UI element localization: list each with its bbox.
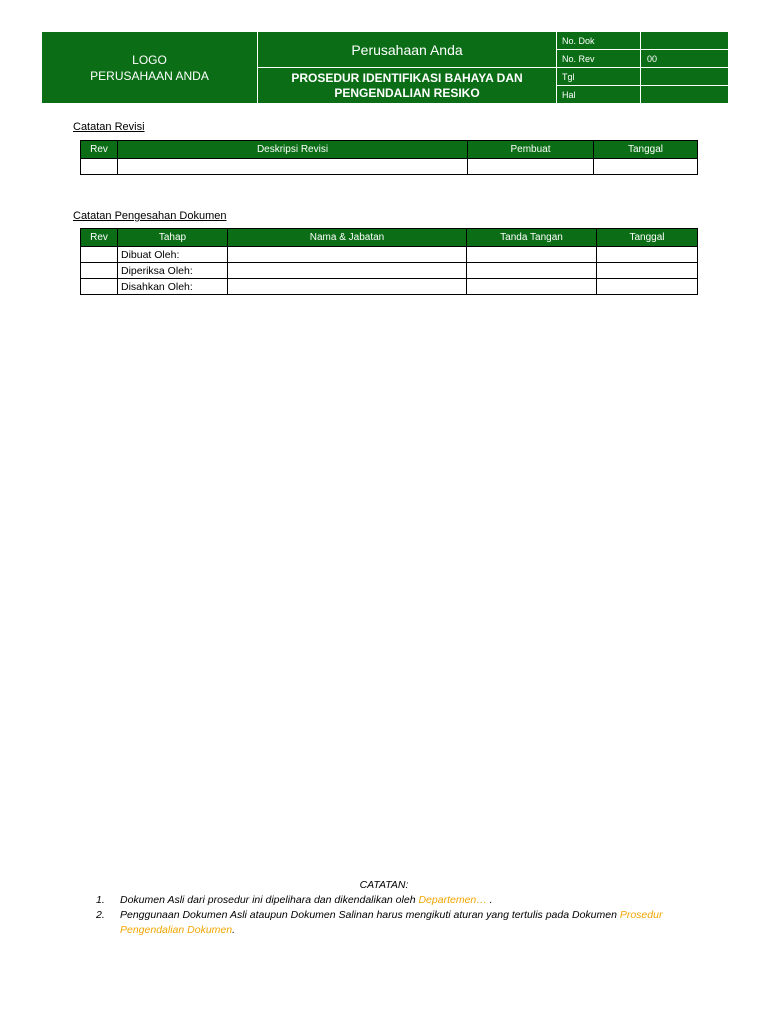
table-cell[interactable] <box>468 159 594 175</box>
table-cell[interactable] <box>228 279 467 295</box>
meta-value-tgl <box>641 68 729 86</box>
revision-table <box>80 140 698 175</box>
list-item <box>96 893 696 908</box>
meta-value-no-dok <box>641 32 729 50</box>
column-header: Deskripsi Revisi <box>118 141 468 159</box>
stage-label: Dibuat Oleh: <box>118 247 228 263</box>
column-header: Rev <box>81 229 118 247</box>
column-header: Tanda Tangan <box>467 229 597 247</box>
notes-section <box>96 878 696 938</box>
table-cell[interactable] <box>228 263 467 279</box>
column-header: Pembuat <box>468 141 594 159</box>
stage-label: Disahkan Oleh: <box>118 279 228 295</box>
note-highlight: Departemen… <box>418 894 487 906</box>
column-header: Tahap <box>118 229 228 247</box>
column-header: Tanggal <box>597 229 698 247</box>
note-text <box>120 893 696 908</box>
meta-label-tgl: Tgl <box>557 68 641 86</box>
table-cell[interactable] <box>118 159 468 175</box>
list-item <box>96 908 696 938</box>
approval-section-label: Catatan Pengesahan Dokumen <box>73 210 227 222</box>
note-end: . <box>232 924 236 936</box>
table-header-row <box>81 141 698 159</box>
logo-text: LOGO <box>132 52 167 67</box>
stage-label: Diperiksa Oleh: <box>118 263 228 279</box>
meta-label-hal: Hal <box>557 86 641 104</box>
meta-label-no-rev: No. Rev <box>557 50 641 68</box>
note-end: . <box>486 894 493 906</box>
note-body: Penggunaan Dokumen Asli ataupun Dokumen Salinan harus mengikuti aturan yang tertulis pada Dokumen <box>120 909 620 921</box>
table-cell[interactable] <box>81 159 118 175</box>
column-header: Tanggal <box>594 141 698 159</box>
meta-value-no-rev: 00 <box>641 50 729 68</box>
table-cell[interactable] <box>81 279 118 295</box>
table-row <box>81 159 698 175</box>
note-body: Dokumen Asli dari prosedur ini dipelihara dan dikendalikan oleh <box>120 894 419 906</box>
note-number: 1. <box>96 894 105 906</box>
table-cell[interactable] <box>81 263 118 279</box>
title-line-2: PENGENDALIAN RESIKO <box>334 85 480 100</box>
notes-title: CATATAN: <box>359 879 409 891</box>
table-cell[interactable] <box>597 279 698 295</box>
note-text <box>120 908 696 938</box>
company-name: Perusahaan Anda <box>258 32 557 68</box>
table-cell[interactable] <box>467 247 597 263</box>
title-line-1: PROSEDUR IDENTIFIKASI BAHAYA DAN <box>291 70 523 85</box>
meta-label-no-dok: No. Dok <box>557 32 641 50</box>
table-header-row <box>81 229 698 247</box>
approval-table <box>80 228 698 295</box>
document-header <box>41 31 729 104</box>
table-cell[interactable] <box>467 263 597 279</box>
company-logo-name: PERUSAHAAN ANDA <box>90 68 209 83</box>
column-header: Rev <box>81 141 118 159</box>
table-cell[interactable] <box>597 247 698 263</box>
note-highlight: Prosedur Pengendalian Dokumen <box>120 909 663 936</box>
table-cell[interactable] <box>228 247 467 263</box>
table-row <box>81 263 698 279</box>
note-number: 2. <box>96 909 105 921</box>
table-row <box>81 279 698 295</box>
document-title <box>258 68 557 104</box>
table-cell[interactable] <box>81 247 118 263</box>
column-header: Nama & Jabatan <box>228 229 467 247</box>
table-cell[interactable] <box>594 159 698 175</box>
meta-value-hal <box>641 86 729 104</box>
table-row <box>81 247 698 263</box>
table-cell[interactable] <box>597 263 698 279</box>
logo-placeholder <box>42 32 258 104</box>
revision-section-label: Catatan Revisi <box>73 121 145 133</box>
table-cell[interactable] <box>467 279 597 295</box>
